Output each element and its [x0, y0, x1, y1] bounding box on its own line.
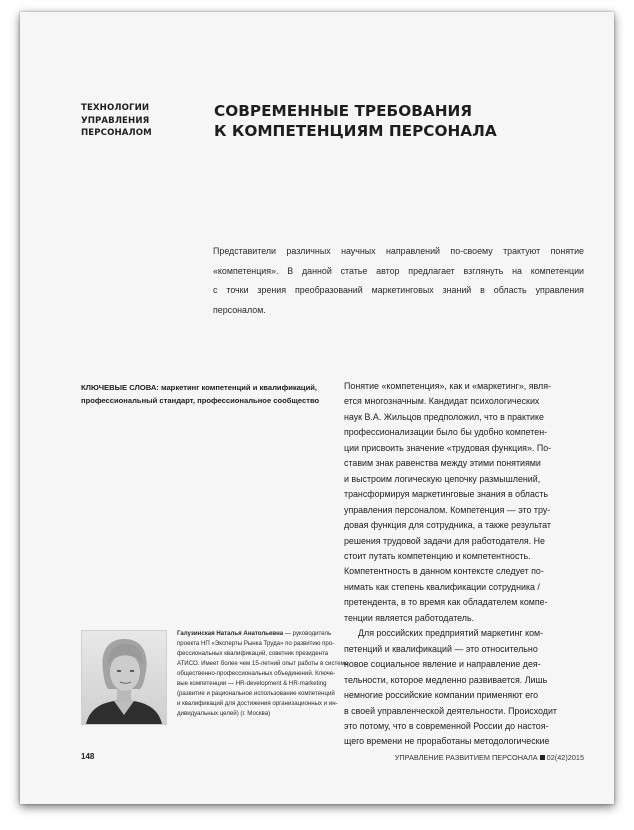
article-title	[214, 101, 594, 141]
author-bio	[177, 629, 349, 719]
body-line: Для российских предприятий маркетинг ком-	[358, 628, 544, 639]
journal-footer	[395, 753, 584, 762]
body-line: решения трудовой задачи для работодателя. Не	[344, 535, 545, 546]
body-line: тельности, которое медленно развивается. Лишь	[344, 674, 548, 685]
body-line: управления персоналом. Компетенция — это тру-	[344, 504, 551, 515]
section-label	[81, 102, 191, 140]
keywords-line: КЛЮЧЕВЫЕ СЛОВА: маркетинг компетенций и квалификаций,	[81, 383, 318, 392]
square-bullet-icon	[540, 755, 545, 760]
bio-line: АТИСО. Имеет более чем 15-летний опыт работы в системе	[177, 660, 349, 668]
article-body	[344, 379, 587, 750]
body-line: и выстроим логическую цепочку размышлений,	[344, 473, 541, 484]
bio-line: фессиональных квалификаций, советник президента	[177, 650, 329, 658]
body-line: это потому, что в современной России до настоя-	[344, 720, 549, 731]
author-photo	[81, 630, 167, 725]
keywords-line: профессиональный стандарт, профессиональное сообщество	[81, 395, 320, 405]
lead-line: Представители различных научных направлений по-своему трактуют понятие	[213, 246, 584, 256]
body-line: щего времени не проработаны методологические	[344, 736, 550, 747]
title-line: К КОМПЕТЕНЦИЯМ ПЕРСОНАЛА	[214, 122, 497, 140]
magazine-page	[20, 12, 614, 804]
bio-line	[177, 629, 343, 639]
bio-line: дивидуальных целей) (г. Москва)	[177, 710, 271, 718]
body-line: ции присвоить значение «трудовая функция». По-	[344, 442, 552, 453]
body-line: новое социальное явление и направление дея-	[344, 659, 541, 670]
bio-line: (развитие и рациональное использование компетенций	[177, 690, 335, 698]
bio-line: вые компетенции — HR-development & HR-marketing	[177, 680, 327, 688]
body-line: Компетентность в данном контексте следует по-	[344, 566, 544, 577]
body-line: нимать как степень квалификации сотрудника /	[344, 581, 540, 592]
body-line: ставим знак равенства между этими понятиями	[344, 458, 541, 469]
article-lead	[213, 242, 584, 320]
journal-name: УПРАВЛЕНИЕ РАЗВИТИЕМ ПЕРСОНАЛА	[394, 753, 538, 762]
keywords	[81, 382, 326, 407]
bio-line: проекта НП «Эксперты Рынка Труда» по развитию про-	[177, 640, 335, 648]
body-line: довая функция для сотрудника, а также результат	[344, 520, 551, 531]
body-line: трансформируя маркетинговые знания в область	[344, 489, 549, 500]
body-line: стоит путать компетенцию и компетентность.	[344, 550, 531, 561]
bio-line: общественно-профессиональных объединений. Ключе-	[177, 670, 336, 678]
body-line: наук В.А. Жильцов предположил, что в практике	[344, 411, 544, 422]
lead-line: с точки зрения преобразований маркетинговых знаний в область управления	[213, 285, 584, 296]
body-line: профессионализации было бы удобно компетен-	[344, 427, 548, 438]
author-name: Галузинская Наталья Анатольевна	[177, 630, 284, 637]
lead-line: «компетенция». В данной статье автор предлагает взглянуть на компетенции	[213, 265, 584, 276]
section-label-line: ПЕРСОНАЛОМ	[81, 128, 152, 138]
body-line: петенций и квалификаций — это относительно	[344, 643, 538, 654]
page-number: 148	[81, 752, 95, 761]
title-line: СОВРЕМЕННЫЕ ТРЕБОВАНИЯ	[214, 102, 473, 120]
bio-role: — руководитель	[283, 630, 332, 637]
section-label-line: УПРАВЛЕНИЯ	[81, 115, 150, 126]
lead-line: персоналом.	[213, 304, 266, 315]
bio-line: и квалификаций для достижения организационных и ин-	[177, 700, 338, 708]
body-line: немногие российские компании применяют его	[344, 690, 539, 701]
body-line: Понятие «компетенция», как и «маркетинг», явля-	[344, 381, 551, 391]
body-line: тенции является работодатель.	[344, 612, 475, 623]
journal-issue: 02(42)2015	[546, 753, 584, 762]
section-label-line: ТЕХНОЛОГИИ	[81, 103, 150, 113]
author-portrait-icon	[82, 631, 166, 724]
body-line: претендента, в то время как обладателем компе-	[344, 597, 548, 608]
body-line: ется многозначным. Кандидат психологических	[344, 396, 540, 407]
body-line: в своей управленческой деятельности. Происходит	[344, 705, 557, 716]
